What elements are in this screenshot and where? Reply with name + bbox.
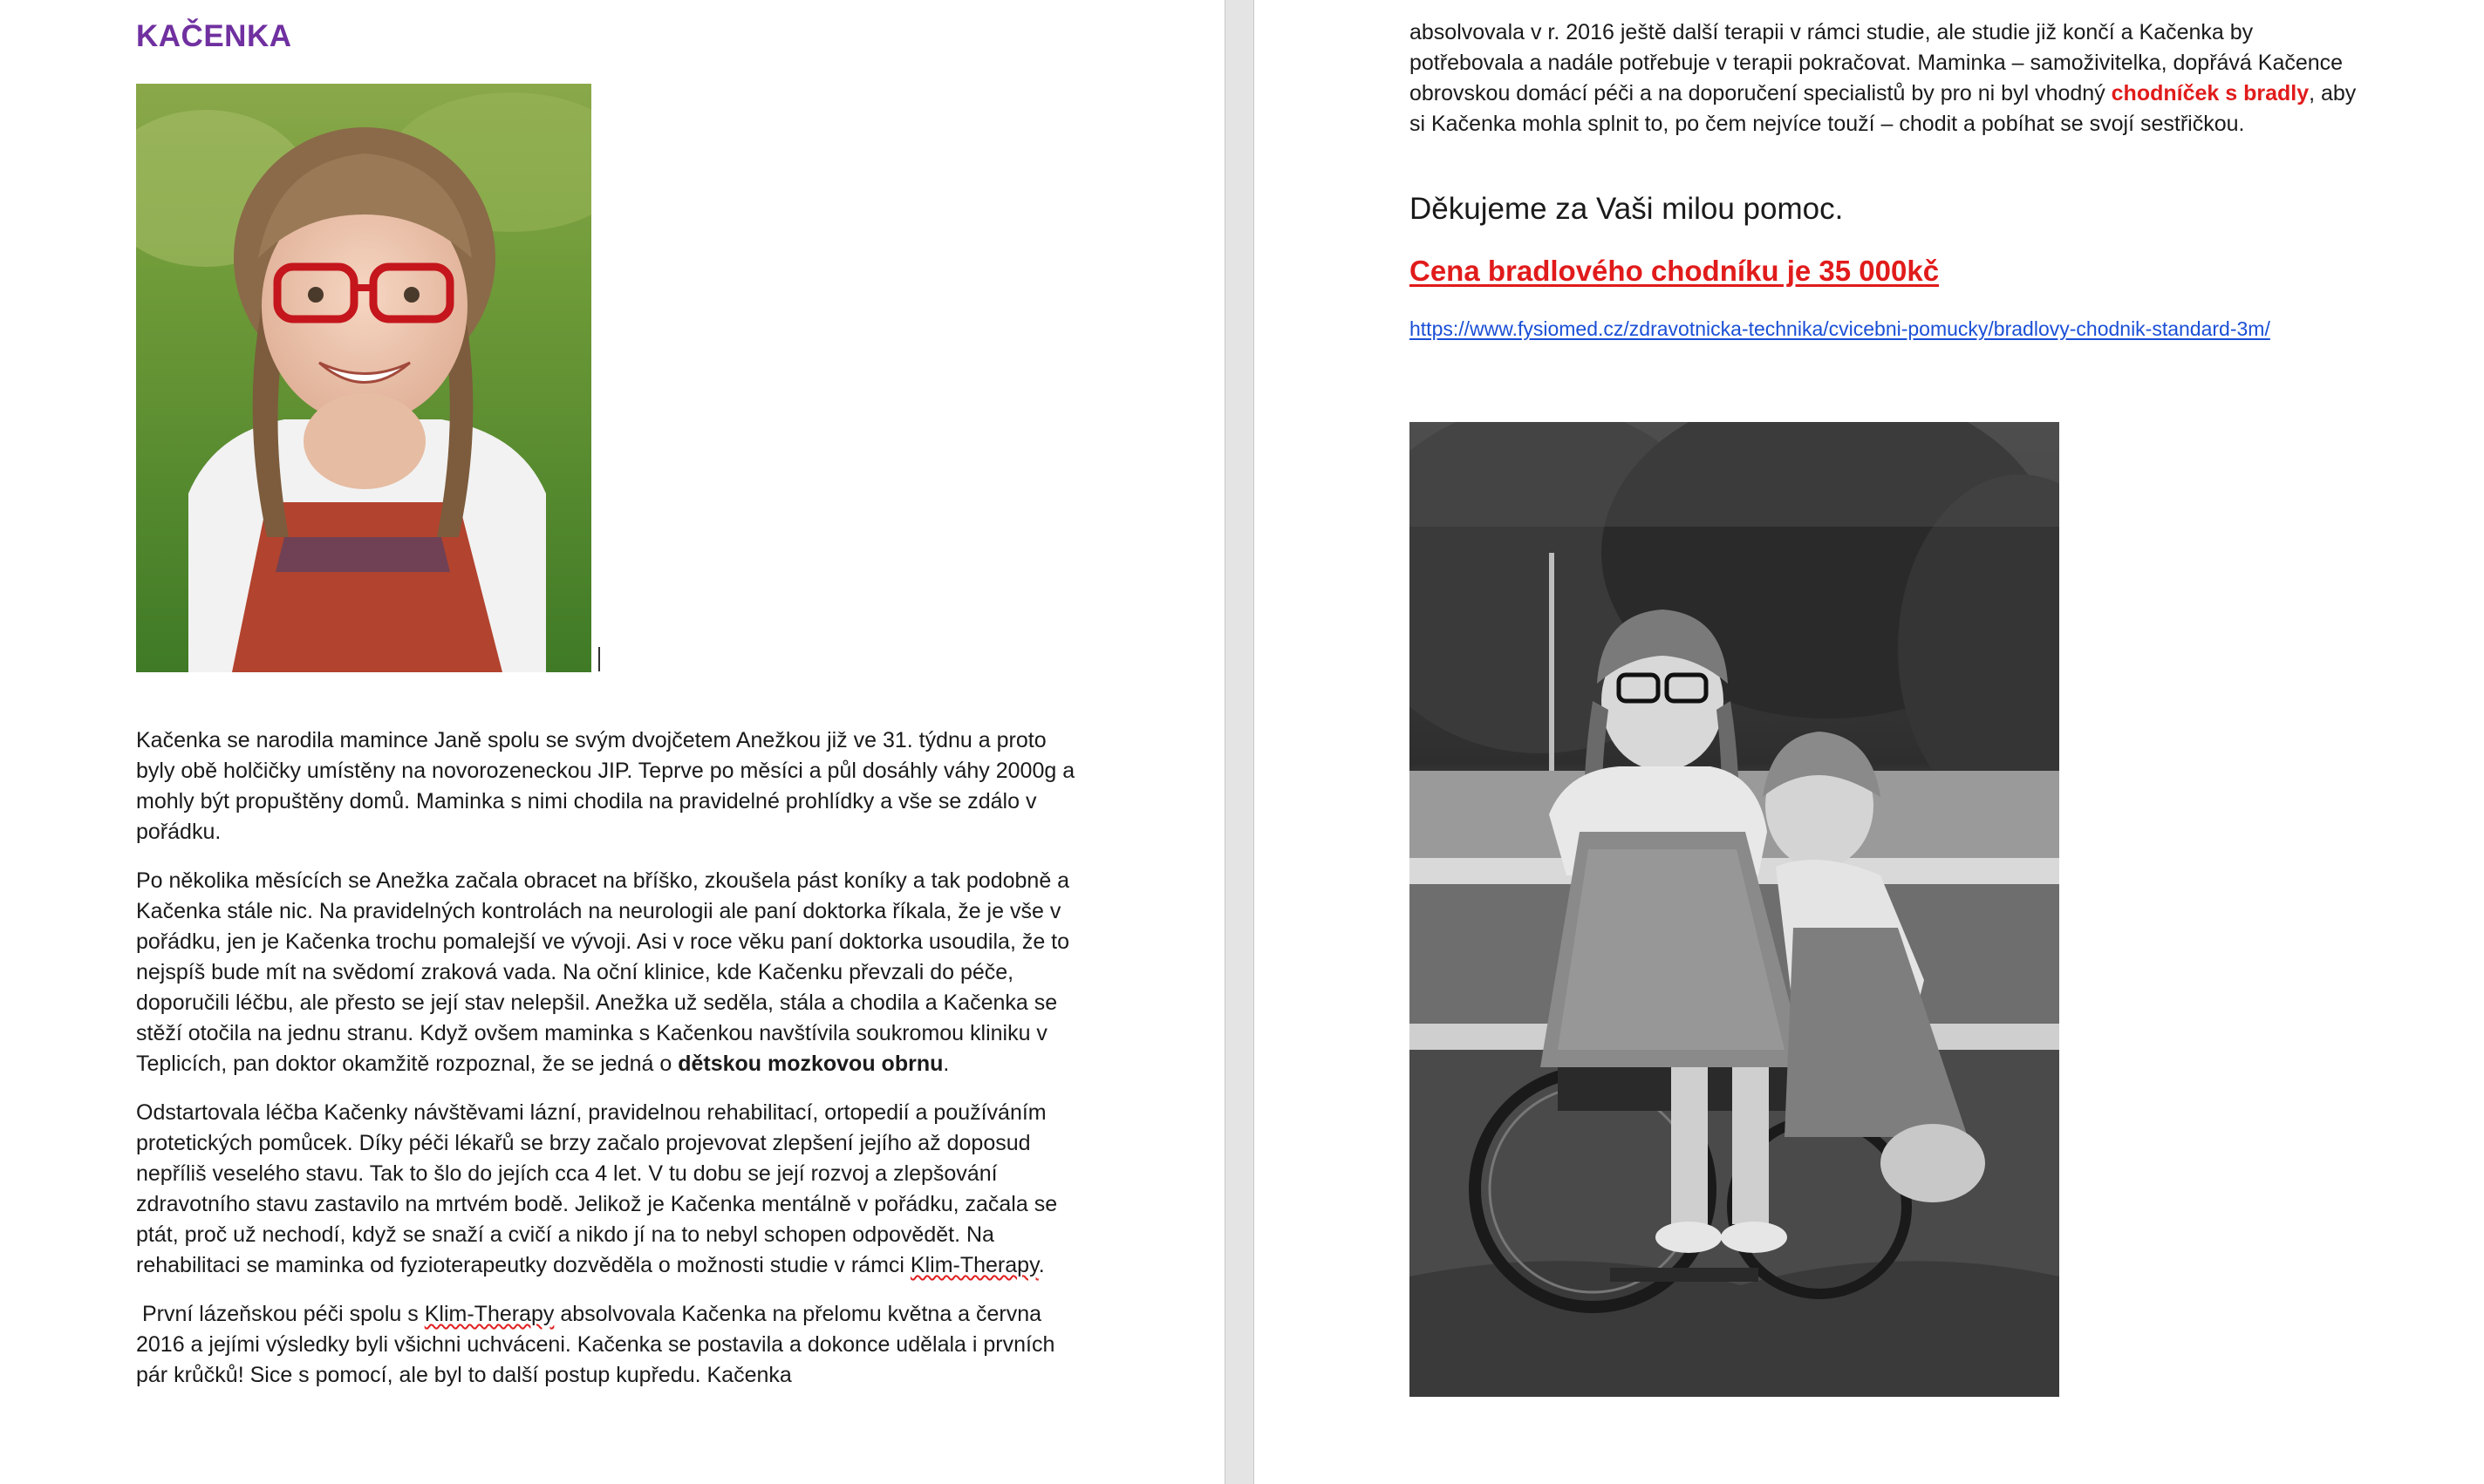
paragraph-treatment: [136, 1098, 1087, 1281]
document-page-left: [0, 0, 1225, 1484]
paragraph-spa: [136, 1299, 1087, 1391]
page-gutter: [1225, 0, 1254, 1484]
paragraph-diagnosis: [136, 866, 1087, 1079]
continuation-text: absolvovala v r. 2016 ještě další terapii v rámci studie, ale studie již končí a Kačenka by potřebovala a nadále potřebuje v terapii pokračovat. Maminka – samoživitelka, dopřává Kačence obrovskou domácí péči a na doporučení specialistů by pro ni byl vhodný: [1409, 20, 2344, 106]
paragraph-diagnosis-text: Po několika měsících se Anežka začala obracet na bříško, zkoušela pást koníky a tak podobně a Kačenka stále nic. Na pravidelných kontrolách na neurologii ale paní doktorka říkala, že je vše v pořádku, jen je Kačenka trochu pomalejší ve vývoji. Asi v roce věku paní doktorka usoudila, že to nejspíš bude mít na svědomí zraková vada. Na oční klinice, kde Kačenku převzali do péče, doporučili léčbu, ale přesto se její stav nelepšil. Anežka už seděla, stála a chodila a Kačenka se stěží otočila na jednu stranu. Když ovšem maminka s Kačenkou navštívila soukromou kliniku v Teplicích, pan doktor okamžitě rozpoznal, že se jedná o: [136, 868, 1070, 1076]
sisters-wheelchair-image: [1409, 422, 2059, 1397]
continuation-end: , aby si Kačenka mohla splnit to, po čem nejvíce touží – chodit a pobíhat se svojí sestřičkou.: [1409, 81, 2357, 136]
continuation-paragraph: [1409, 17, 2369, 140]
paragraph-diagnosis-end: .: [943, 1052, 950, 1076]
klim-therapy-word[interactable]: Klim-Therapy: [910, 1253, 1039, 1277]
walker-highlight-text: chodníček s bradly: [2111, 81, 2310, 106]
product-link[interactable]: https://www.fysiomed.cz/zdravotnicka-technika/cvicebni-pomucky/bradlovy-chodnik-standard-3m/: [1409, 317, 2270, 340]
sisters-wheelchair-photo[interactable]: [1409, 422, 2059, 1397]
price-heading: Cena bradlového chodníku je 35 000kč: [1409, 255, 1940, 287]
girl-portrait-photo[interactable]: [136, 84, 591, 672]
paragraph-birth-text: Kačenka se narodila mamince Janě spolu se svým dvojčetem Anežkou již ve 31. týdnu a proto byly obě holčičky umístěny na novorozeneckou JIP. Teprve po měsíci a půl dosáhly váhy 2000g a mohly být propuštěny domů. Maminka s nimi chodila na pravidelné prohlídky a vše se zdálo v pořádku.: [136, 728, 1075, 844]
paragraph-birth: [136, 725, 1087, 848]
girl-portrait-image: [136, 84, 591, 672]
paragraph-treatment-end: .: [1038, 1253, 1045, 1277]
page-title: KAČENKA: [136, 19, 292, 53]
paragraph-spa-start: První lázeňskou péči spolu s: [136, 1302, 425, 1326]
text-cursor: [598, 647, 600, 671]
diagnosis-bold-text: dětskou mozkovou obrnu: [678, 1052, 944, 1076]
paragraph-treatment-text: Odstartovala léčba Kačenky návštěvami lázní, pravidelnou rehabilitací, ortopedií a používáním protetických pomůcek. Díky péči lékařů se brzy začalo projevovat zlepšení jejího až doposud nepříliš veselého stavu. Tak to šlo do jejích cca 4 let. V tu dobu se její rozvoj a zlepšování zdravotního stavu zastavilo na mrtvém bodě. Jelikož je Kačenka mentálně v pořádku, začala se ptát, proč už nechodí, když se snaží a cvičí a nikdo jí na to nebyl schopen odpovědět. Na rehabilitaci se maminka od fyzioterapeutky dozvěděla o možnosti studie v rámci: [136, 1100, 1058, 1277]
paragraph-spa-text: absolvovala Kačenka na přelomu května a června 2016 a jejími výsledky byli všichni uchváceni. Kačenka se postavila a dokonce udělala i prvních pár krůčků! Sice s pomocí, ale byl to další postup kupředu. Kačenka: [136, 1302, 1055, 1387]
thanks-heading: Děkujeme za Vaši milou pomoc.: [1409, 192, 1844, 226]
klim-therapy-word-2[interactable]: Klim-Therapy: [424, 1302, 555, 1326]
story-text-column: [136, 725, 1087, 1409]
